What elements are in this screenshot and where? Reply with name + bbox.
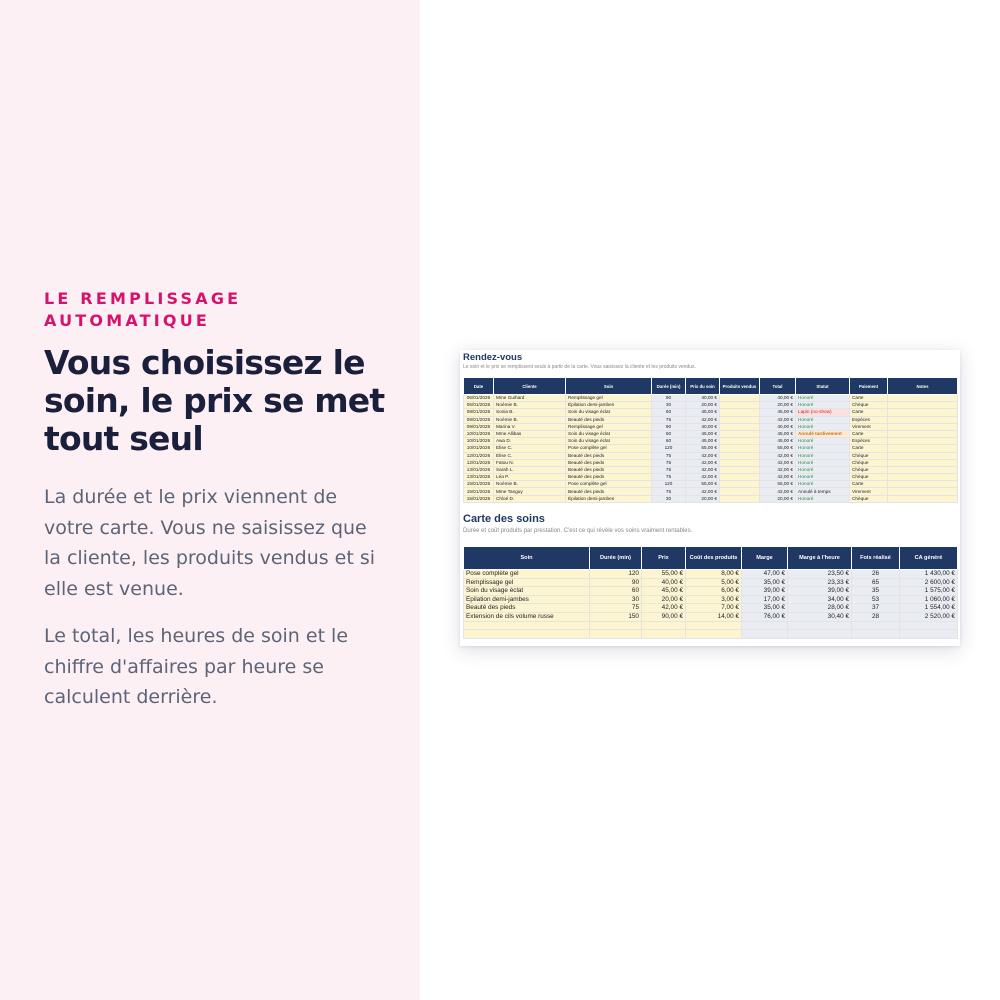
rdv-cell: 42,00 € [760,416,796,423]
rdv-cell [888,466,958,473]
rdv-cell: 45,00 € [686,438,720,445]
rdv-cell: 40,00 € [760,423,796,430]
rdv-cell: Carte [850,481,888,488]
rdv-cell: Carte [850,445,888,452]
carte-cell: 1 430,00 € [900,570,958,579]
rdv-cell [888,459,958,466]
carte-cell: 35,00 € [742,578,788,587]
rdv-cell: Honoré [796,459,850,466]
rdv-cell: 06/01/2026 [464,395,494,402]
carte-cell [590,630,642,639]
carte-cell: Pose complète gel [464,570,590,579]
carte-cell: 1 575,00 € [900,587,958,596]
carte-cell: 28 [852,612,900,621]
rdv-cell: 45,00 € [760,430,796,437]
rdv-cell: Marina V. [494,423,566,430]
rdv-cell: Lapin (no-show) [796,409,850,416]
rdv-cell: Elise C. [494,445,566,452]
rdv-cell [888,430,958,437]
rdv-title: Rendez-vous [463,352,523,363]
rdv-cell: Honoré [796,402,850,409]
rdv-header-cell: Paiement [850,378,888,395]
carte-cell: Remplissage gel [464,578,590,587]
carte-cell: 90 [590,578,642,587]
rdv-header-cell: Notes [888,378,958,395]
rdv-cell: 09/01/2026 [464,416,494,423]
carte-cell: 1 060,00 € [900,595,958,604]
rdv-cell: Chèque [850,402,888,409]
carte-cell: 30 [590,595,642,604]
rdv-cell: 55,00 € [760,481,796,488]
rdv-cell: Carte [850,409,888,416]
rdv-cell: Honoré [796,445,850,452]
carte-cell [642,621,686,630]
rdv-cell: 10/01/2026 [464,430,494,437]
rdv-cell: 12/01/2026 [464,452,494,459]
carte-cell [464,630,590,639]
rdv-cell: 42,00 € [686,466,720,473]
rdv-cell: Honoré [796,474,850,481]
rdv-cell [720,438,760,445]
rdv-cell: 20,00 € [686,402,720,409]
rdv-cell: Chèque [850,474,888,481]
rdv-header-cell: Soin [566,378,652,395]
carte-cell: 28,00 € [788,604,852,613]
rdv-cell: Fatou N. [494,459,566,466]
rdv-cell: 55,00 € [686,481,720,488]
carte-header-cell: Marge à l'heure [788,547,852,570]
rdv-cell [720,466,760,473]
carte-subtitle: Durée et coût produits par prestation. C'est ce qui révèle vos soins vraiment rentables. [463,528,693,534]
rdv-cell: Beauté des pieds [566,488,652,495]
rdv-cell: 15/01/2026 [464,481,494,488]
rdv-table-row [464,452,958,459]
rdv-cell: 42,00 € [686,416,720,423]
rdv-subtitle: Le soin et le prix se remplissent seuls à partir de la carte. Vous saisissez la cliente et les produits vendus. [463,364,696,370]
rdv-cell: Épilation demi-jambes [566,495,652,502]
headline: Vous choisissez le soin, le prix se met tout seul [44,343,385,458]
rdv-cell: 42,00 € [686,452,720,459]
carte-cell [900,630,958,639]
rdv-cell: 120 [652,481,686,488]
rdv-cell: 09/01/2026 [464,423,494,430]
carte-cell: 76,00 € [742,612,788,621]
rdv-table-row [464,481,958,488]
rdv-table-row [464,488,958,495]
rdv-cell: 20,00 € [760,495,796,502]
carte-cell: 23,50 € [788,570,852,579]
eyebrow-label: LE REMPLISSAGE AUTOMATIQUE [44,289,242,330]
rdv-cell: Remplissage gel [566,423,652,430]
carte-table-row [464,621,958,630]
rdv-table-row [464,430,958,437]
rdv-cell: Annulé à temps [796,488,850,495]
paragraph-1: La durée et le prix viennent de votre carte. Vous ne saisissez que la cliente, les produits vendus et si elle est venue. [44,486,376,600]
carte-cell [742,630,788,639]
rdv-cell [720,474,760,481]
carte-cell: 55,00 € [642,570,686,579]
carte-cell: 8,00 € [686,570,742,579]
rdv-cell: 13/01/2026 [464,474,494,481]
carte-cell: 37 [852,604,900,613]
carte-cell: 6,00 € [686,587,742,596]
rdv-cell: 45,00 € [686,430,720,437]
carte-cell: 30,40 € [788,612,852,621]
rdv-table-row [464,409,958,416]
carte-cell [788,621,852,630]
carte-cell [788,630,852,639]
rdv-cell: Noémie B. [494,416,566,423]
carte-cell [900,621,958,630]
carte-header-cell: CA généré [900,547,958,570]
rdv-cell: 75 [652,459,686,466]
rdv-cell: 06/01/2026 [464,402,494,409]
rdv-header-cell: Produits vendus [720,378,760,395]
rdv-cell: Soin du visage éclat [566,409,652,416]
rdv-cell [888,481,958,488]
rdv-cell: Espèces [850,438,888,445]
rdv-cell: 75 [652,488,686,495]
carte-table-row [464,630,958,639]
rdv-cell: 120 [652,445,686,452]
carte-cell: 39,00 € [788,587,852,596]
carte-cell: Beauté des pieds [464,604,590,613]
carte-cell: 75 [590,604,642,613]
rdv-cell [720,430,760,437]
rdv-cell: Chèque [850,495,888,502]
rdv-cell: Beauté des pieds [566,452,652,459]
rdv-cell: 60 [652,430,686,437]
rdv-cell: Honoré [796,495,850,502]
rdv-cell: Mme Allibas [494,430,566,437]
rdv-cell: 40,00 € [686,423,720,430]
carte-cell [852,621,900,630]
rdv-cell: 40,00 € [686,395,720,402]
rdv-cell: Beauté des pieds [566,474,652,481]
rdv-cell: Mme Guihard [494,395,566,402]
rdv-cell: Sarah L. [494,466,566,473]
rdv-table-row [464,438,958,445]
carte-table-row [464,587,958,596]
rdv-cell: 10/01/2026 [464,438,494,445]
rdv-cell: Virement [850,488,888,495]
rdv-table-row [464,395,958,402]
rdv-cell [720,423,760,430]
carte-table-row [464,570,958,579]
rdv-cell: 75 [652,452,686,459]
carte-header-cell: Durée (min) [590,547,642,570]
rdv-cell [720,402,760,409]
carte-header-cell: Fois réalisé [852,547,900,570]
carte-cell: 34,00 € [788,595,852,604]
rdv-cell: 60 [652,409,686,416]
rdv-cell: Honoré [796,423,850,430]
rdv-cell [720,488,760,495]
rdv-cell: 20,00 € [686,495,720,502]
rdv-cell [888,452,958,459]
paragraph-2: Le total, les heures de soin et le chiffre d'affaires par heure se calculent derrière. [44,625,349,708]
carte-cell [464,621,590,630]
carte-cell [852,630,900,639]
rdv-cell [888,445,958,452]
rdv-header-cell: Prix du soin [686,378,720,395]
rdv-cell: 08/01/2026 [464,409,494,416]
rdv-cell: 75 [652,474,686,481]
rdv-cell [888,495,958,502]
rdv-cell: 42,00 € [760,488,796,495]
carte-cell: 65 [852,578,900,587]
rdv-cell: Soin du visage éclat [566,430,652,437]
carte-cell: 17,00 € [742,595,788,604]
carte-cell: 47,00 € [742,570,788,579]
rdv-cell: Chèque [850,452,888,459]
carte-cell [642,630,686,639]
carte-cell: 35,00 € [742,604,788,613]
rdv-cell: Espèces [850,416,888,423]
carte-title: Carte des soins [463,513,545,525]
rdv-cell: Awa D. [494,438,566,445]
rdv-cell [888,423,958,430]
rdv-table-row [464,416,958,423]
carte-cell: Extension de cils volume russe [464,612,590,621]
rdv-cell: 42,00 € [686,488,720,495]
rdv-cell: 45,00 € [760,438,796,445]
rdv-cell [720,459,760,466]
rdv-cell: 45,00 € [760,409,796,416]
carte-cell: Épilation demi-jambes [464,595,590,604]
rdv-cell: 75 [652,416,686,423]
rdv-cell [888,416,958,423]
rdv-table-row [464,402,958,409]
carte-table-row [464,578,958,587]
rdv-cell: Elise C. [494,452,566,459]
carte-cell: 20,00 € [642,595,686,604]
rdv-cell: Léa P. [494,474,566,481]
rdv-cell: Honoré [796,416,850,423]
rdv-cell: 20,00 € [760,402,796,409]
rdv-cell [888,438,958,445]
rdv-cell [720,445,760,452]
rdv-header-cell: Total [760,378,796,395]
carte-cell: 150 [590,612,642,621]
rdv-cell: Virement [850,423,888,430]
carte-cell: 2 520,00 € [900,612,958,621]
rdv-cell: 13/01/2026 [464,466,494,473]
rdv-cell [888,474,958,481]
rdv-cell [720,495,760,502]
rdv-cell: 90 [652,423,686,430]
rdv-cell: Honoré [796,438,850,445]
rdv-cell [888,402,958,409]
rdv-cell: 55,00 € [760,445,796,452]
rdv-cell: 42,00 € [760,452,796,459]
rdv-cell: 15/01/2026 [464,488,494,495]
rdv-cell: 55,00 € [686,445,720,452]
spreadsheet-preview [460,350,960,646]
rdv-header-cell: Date [464,378,494,395]
rdv-cell: 10/01/2026 [464,445,494,452]
rdv-cell: Annulé tardivement [796,430,850,437]
carte-cell: 40,00 € [642,578,686,587]
rdv-cell: 15/01/2026 [464,495,494,502]
rdv-cell: 12/01/2026 [464,459,494,466]
carte-cell: 35 [852,587,900,596]
rdv-cell: 42,00 € [760,474,796,481]
rdv-cell: 30 [652,402,686,409]
rdv-cell: Honoré [796,452,850,459]
rdv-table-row [464,474,958,481]
rdv-cell: Carte [850,430,888,437]
rdv-table-row [464,459,958,466]
rdv-cell: Honoré [796,481,850,488]
carte-cell: 120 [590,570,642,579]
carte-cell: 42,00 € [642,604,686,613]
carte-cell: 26 [852,570,900,579]
carte-cell: 1 554,00 € [900,604,958,613]
rdv-table-row [464,423,958,430]
rdv-cell [888,409,958,416]
carte-table-row [464,604,958,613]
rdv-cell: Beauté des pieds [566,416,652,423]
rdv-header-cell: Cliente [494,378,566,395]
rdv-cell: Honoré [796,395,850,402]
carte-table-row [464,612,958,621]
rdv-cell: Beauté des pieds [566,466,652,473]
rdv-cell: Chèque [850,459,888,466]
rdv-cell [720,416,760,423]
rdv-cell: Soin du visage éclat [566,438,652,445]
carte-cell [590,621,642,630]
rdv-cell: Épilation demi-jambes [566,402,652,409]
carte-cell: 14,00 € [686,612,742,621]
rdv-cell [720,481,760,488]
carte-cell: 5,00 € [686,578,742,587]
carte-cell: Soin du visage éclat [464,587,590,596]
rdv-cell: Pose complète gel [566,445,652,452]
rdv-table-row [464,466,958,473]
carte-table [463,546,958,639]
rdv-cell: 75 [652,466,686,473]
carte-cell: 2 600,00 € [900,578,958,587]
rdv-cell [888,395,958,402]
carte-cell: 3,00 € [686,595,742,604]
carte-cell: 53 [852,595,900,604]
rdv-header-cell: Durée (min) [652,378,686,395]
rdv-cell: 42,00 € [686,474,720,481]
rdv-cell: 42,00 € [760,459,796,466]
rdv-cell: Pose complète gel [566,481,652,488]
carte-cell: 60 [590,587,642,596]
rdv-cell [720,409,760,416]
rdv-cell: 90 [652,395,686,402]
carte-header-cell: Soin [464,547,590,570]
rdv-cell: Beauté des pieds [566,459,652,466]
carte-cell: 39,00 € [742,587,788,596]
rdv-cell: Noémie B. [494,481,566,488]
rdv-cell: Sonia B. [494,409,566,416]
carte-header-cell: Prix [642,547,686,570]
rdv-cell: 42,00 € [686,459,720,466]
rdv-cell [720,452,760,459]
rdv-cell: Chèque [850,466,888,473]
carte-header-cell: Marge [742,547,788,570]
carte-cell [742,621,788,630]
rdv-cell: Honoré [796,466,850,473]
rdv-cell: 42,00 € [760,466,796,473]
carte-cell [686,630,742,639]
rdv-cell [720,395,760,402]
carte-header-cell: Coût des produits [686,547,742,570]
rdv-header-cell: Statut [796,378,850,395]
rdv-table [463,377,958,503]
carte-cell: 45,00 € [642,587,686,596]
carte-cell: 23,33 € [788,578,852,587]
rdv-table-row [464,445,958,452]
rdv-cell: 30 [652,495,686,502]
rdv-cell: Mme Tanguy [494,488,566,495]
rdv-cell: 60 [652,438,686,445]
rdv-cell: Remplissage gel [566,395,652,402]
rdv-cell: Chloé D. [494,495,566,502]
left-panel [0,0,420,1000]
rdv-cell [888,488,958,495]
rdv-table-row [464,495,958,502]
carte-cell [686,621,742,630]
rdv-cell: 45,00 € [686,409,720,416]
rdv-cell: Noémie B. [494,402,566,409]
carte-cell: 90,00 € [642,612,686,621]
carte-table-row [464,595,958,604]
rdv-cell: 40,00 € [760,395,796,402]
carte-cell: 7,00 € [686,604,742,613]
rdv-cell: Carte [850,395,888,402]
